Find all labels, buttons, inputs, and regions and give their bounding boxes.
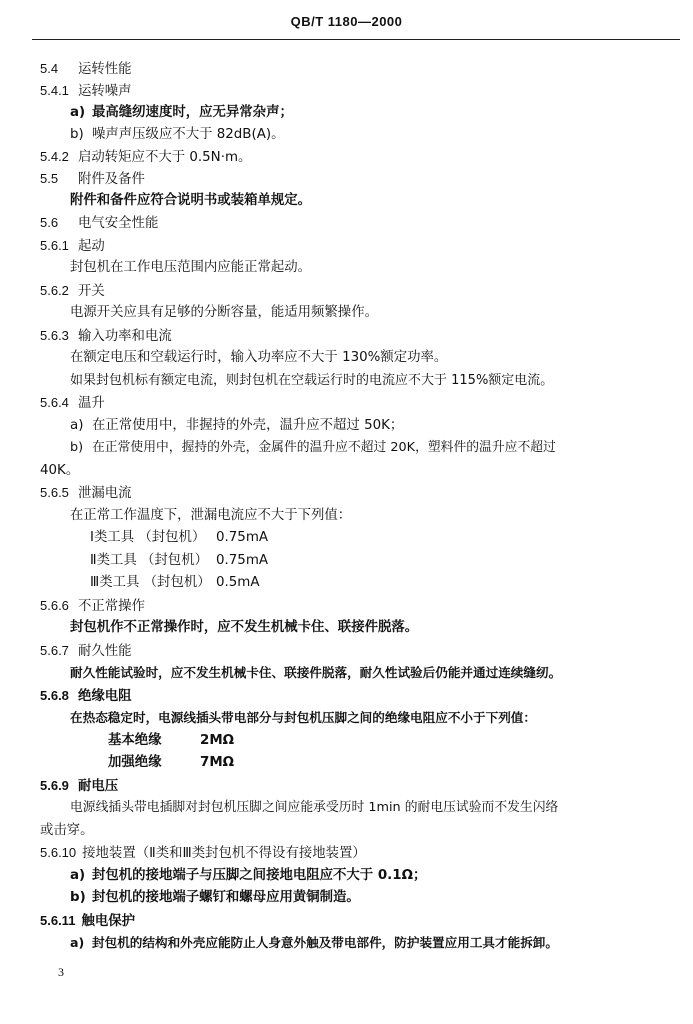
section-title: 接地装置（Ⅱ类和Ⅲ类封包机不得设有接地装置） (82, 846, 366, 861)
section-title: 运转噪声 (78, 84, 132, 99)
item-label: a) (70, 868, 86, 883)
value-row (90, 551, 268, 571)
item-text: 封包机的接地端子与压脚之间接地电阻应不大于 0.1Ω； (92, 868, 427, 883)
item-text: 最高缝纫速度时，应无异常杂声； (92, 105, 293, 120)
section-5-6-8-heading (40, 686, 132, 707)
paragraph: 在热态稳定时，电源线插头带电部分与封包机压脚之间的绝缘电阻应不小于下列值： (70, 710, 536, 725)
item-text: 封包机的接地端子螺钉和螺母应用黄铜制造。 (92, 890, 360, 905)
section-text: 启动转矩应不大于 0.5N·m。 (78, 150, 252, 165)
section-title: 触电保护 (81, 914, 135, 929)
section-5-4-2 (40, 147, 251, 168)
paragraph: 封包机作不正常操作时，应不发生机械卡住、联接件脱落。 (70, 620, 419, 635)
item-text: 在正常使用中，握持的外壳，金属件的温升应不超过 20K，塑料件的温升应不超过 (92, 440, 556, 455)
item-label: a) (70, 935, 85, 950)
section-5-6-5-heading (40, 483, 132, 504)
section-5-6-4-heading (40, 393, 105, 414)
section-number: 5.6.1 (40, 238, 69, 253)
section-5-6-heading (40, 213, 158, 234)
paragraph: 耐久性能试验时，应不发生机械卡住、联接件脱落，耐久性试验后仍能并通过连续缝纫。 (70, 665, 562, 680)
section-number: 5.4.1 (40, 83, 69, 98)
section-title: 起动 (78, 239, 105, 254)
section-title: 绝缘电阻 (78, 689, 132, 704)
tool-class: Ⅰ类工具 （封包机） (90, 530, 206, 545)
section-number: 5.6.11 (40, 913, 76, 928)
item-label: a) (70, 105, 86, 120)
paragraph: 电源开关应具有足够的分断容量，能适用频繁操作。 (70, 305, 378, 320)
resistance-value: 7MΩ (200, 755, 235, 770)
section-number: 5.6.4 (40, 395, 69, 410)
section-number: 5.6.10 (40, 845, 77, 860)
item-label: b) (70, 127, 84, 142)
section-5-6-10-heading (40, 843, 366, 864)
list-item-b-continuation: 40K。 (40, 463, 80, 478)
list-item-a (70, 933, 558, 953)
paragraph: 如果封包机标有额定电流，则封包机在空载运行时的电流应不大于 115%额定电流。 (70, 373, 554, 388)
section-number: 5.6.2 (40, 283, 69, 298)
section-number: 5.6.6 (40, 598, 69, 613)
section-number: 5.6.9 (40, 778, 69, 793)
section-title: 耐电压 (78, 779, 119, 794)
section-title: 输入功率和电流 (78, 329, 172, 344)
section-5-5-heading (40, 169, 145, 190)
section-number: 5.6.5 (40, 485, 69, 500)
section-5-6-2-heading (40, 281, 105, 302)
section-5-4-heading (40, 59, 132, 80)
tool-class: Ⅱ类工具 （封包机） (90, 553, 208, 568)
item-text: 噪声声压级应不大于 82dB(A)。 (92, 127, 285, 142)
section-5-6-1-heading (40, 236, 105, 257)
section-title: 开关 (78, 284, 105, 299)
section-number: 5.5 (40, 171, 59, 186)
paragraph: 电源线插头带电插脚对封包机压脚之间应能承受历时 1min 的耐电压试验而不发生闪络 (70, 800, 559, 815)
running-header: QB/T 1180—2000 (290, 14, 403, 29)
section-title: 运转性能 (78, 62, 132, 77)
paragraph-continuation: 或击穿。 (40, 823, 94, 838)
item-text: 在正常使用中，非握持的外壳，温升应不超过 50K； (92, 418, 404, 433)
section-title: 泄漏电流 (78, 486, 132, 501)
section-title: 耐久性能 (78, 644, 132, 659)
section-5-6-6-heading (40, 596, 145, 617)
list-item-b (70, 125, 285, 145)
section-5-6-3-heading (40, 326, 172, 347)
list-item-a (70, 416, 403, 436)
tool-class: Ⅲ类工具 （封包机） (90, 575, 211, 590)
section-number: 5.4.2 (40, 149, 69, 164)
section-5-4-1-heading (40, 81, 132, 102)
section-5-6-11-heading (40, 911, 135, 932)
paragraph: 附件和备件应符合说明书或装箱单规定。 (70, 193, 312, 208)
paragraph: 封包机在工作电压范围内应能正常起动。 (70, 260, 312, 275)
section-number: 5.6.7 (40, 643, 69, 658)
value-row (108, 731, 234, 751)
page-number: 3 (58, 965, 64, 979)
item-label: a) (70, 418, 84, 433)
section-number: 5.4 (40, 61, 59, 76)
insulation-type: 加强绝缘 (108, 755, 162, 770)
value-row (90, 573, 260, 593)
item-label: b) (70, 890, 86, 905)
current-value: 0.75mA (216, 553, 269, 568)
section-title: 温升 (78, 396, 105, 411)
value-row (90, 528, 268, 548)
value-row (108, 753, 234, 773)
section-number: 5.6.3 (40, 328, 69, 343)
list-item-b (70, 888, 360, 908)
paragraph: 在正常工作温度下，泄漏电流应不大于下列值： (70, 508, 352, 523)
current-value: 0.5mA (216, 575, 260, 590)
list-item-a (70, 103, 293, 123)
section-number: 5.6 (40, 215, 59, 230)
section-5-6-9-heading (40, 776, 118, 797)
current-value: 0.75mA (216, 530, 269, 545)
resistance-value: 2MΩ (200, 733, 235, 748)
section-title: 附件及备件 (78, 172, 145, 187)
section-title: 电气安全性能 (78, 216, 159, 231)
section-5-6-7-heading (40, 641, 132, 662)
paragraph: 在额定电压和空载运行时，输入功率应不大于 130%额定功率。 (70, 350, 448, 365)
section-title: 不正常操作 (78, 599, 145, 614)
item-text: 封包机的结构和外壳应能防止人身意外触及带电部件，防护装置应用工具才能拆卸。 (92, 935, 558, 950)
list-item-a (70, 866, 426, 886)
section-number: 5.6.8 (40, 688, 69, 703)
item-label: b) (70, 440, 84, 455)
list-item-b (70, 438, 556, 458)
insulation-type: 基本绝缘 (108, 733, 162, 748)
